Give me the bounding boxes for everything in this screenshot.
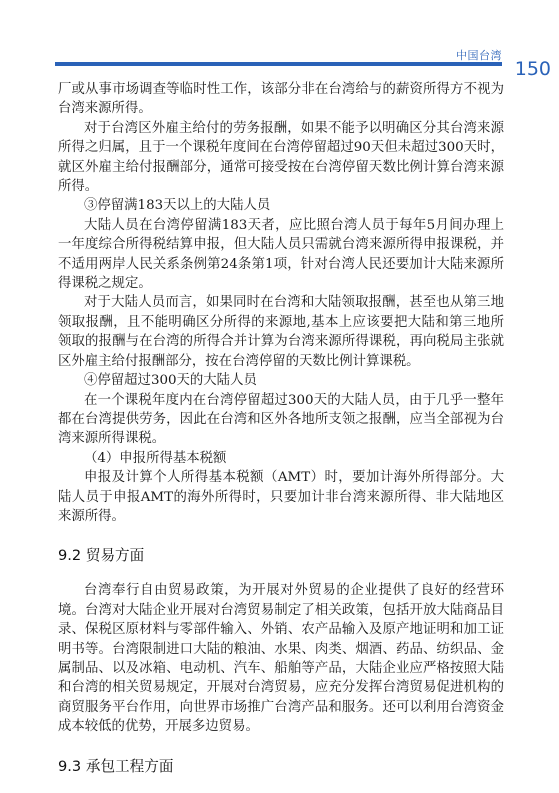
section-heading-9-2: 9.2 贸易方面 [58,547,145,565]
subheading: ③停留满183天以上的大陆人员 [84,198,271,214]
paragraph: 申报及计算个人所得基本税额（AMT）时，要加计海外所得部分。大陆人员于申报AMT的海外所得时，只要加计非台湾来源所得、非大陆地区来源所得。 [58,470,504,524]
running-header-label: 中国台湾 [456,49,502,62]
paragraph-continued: 厂或从事市场调查等临时性工作，该部分非在台湾给与的薪资所得方不视为台湾来源所得。 [58,82,504,117]
paragraph: 在一个课税年度内在台湾停留超过300天的大陆人员，由于几乎一整年都在台湾提供劳务，因此在台湾和区外各地所支领之报酬，应当全部视为台湾来源所得课税。 [58,392,504,447]
section-heading-9-3: 9.3 承包工程方面 [58,757,174,775]
subheading: （4）申报所得基本税额 [84,450,227,466]
page-body [58,80,504,776]
paragraph: 对于大陆人员而言，如果同时在台湾和大陆领取报酬，甚至也从第三地领取报酬，且不能明确区分所得的来源地,基本上应该要把大陆和第三地所领取的报酬与在台湾的所得合并计算为台湾来源所得课税，再向税局主张就区外雇主给付报酬部分，按在台湾停留的天数比例计算课税。 [58,295,504,369]
paragraph: 对于台湾区外雇主给付的劳务报酬，如果不能予以明确区分其台湾来源所得之归属，且于一个课税年度间在台湾停留超过90天但未超过300天时，就区外雇主给付报酬部分，通常可接受按在台湾停留天数比例计算台湾来源所得。 [58,120,504,195]
paragraph: 台湾奉行自由贸易政策，为开展对外贸易的企业提供了良好的经营环境。台湾对大陆企业开展对台湾贸易制定了相关政策，包括开放大陆商品目录、保税区原材料与零部件输入、外销、农产品输入及原产地证明和加工证明书等。台湾限制进口大陆的粮油、水果、肉类、烟酒、药品、纺织品、金属制品、以及冰箱、电动机、汽车、船舶等产品，大陆企业应严格按照大陆和台湾的相关贸易规定，开展对台湾贸易，应充分发挥台湾贸易促进机构的商贸服务平台作用，向世界市场推广台湾产品和服务。还可以利用台湾资金成本较低的优势，开展多边贸易。 [58,583,504,735]
subheading: ④停留超过300天的大陆人员 [84,373,257,389]
page-number: 150 [514,58,551,80]
header-rule [55,62,502,66]
paragraph: 大陆人员在台湾停留满183天者，应比照台湾人员于每年5月间办理上一年度综合所得税结算申报，但大陆人员只需就台湾来源所得申报课税，并不适用两岸人民关系条例第24条第1项，针对台湾人民还要加计大陆来源所得课税之规定。 [58,217,504,292]
